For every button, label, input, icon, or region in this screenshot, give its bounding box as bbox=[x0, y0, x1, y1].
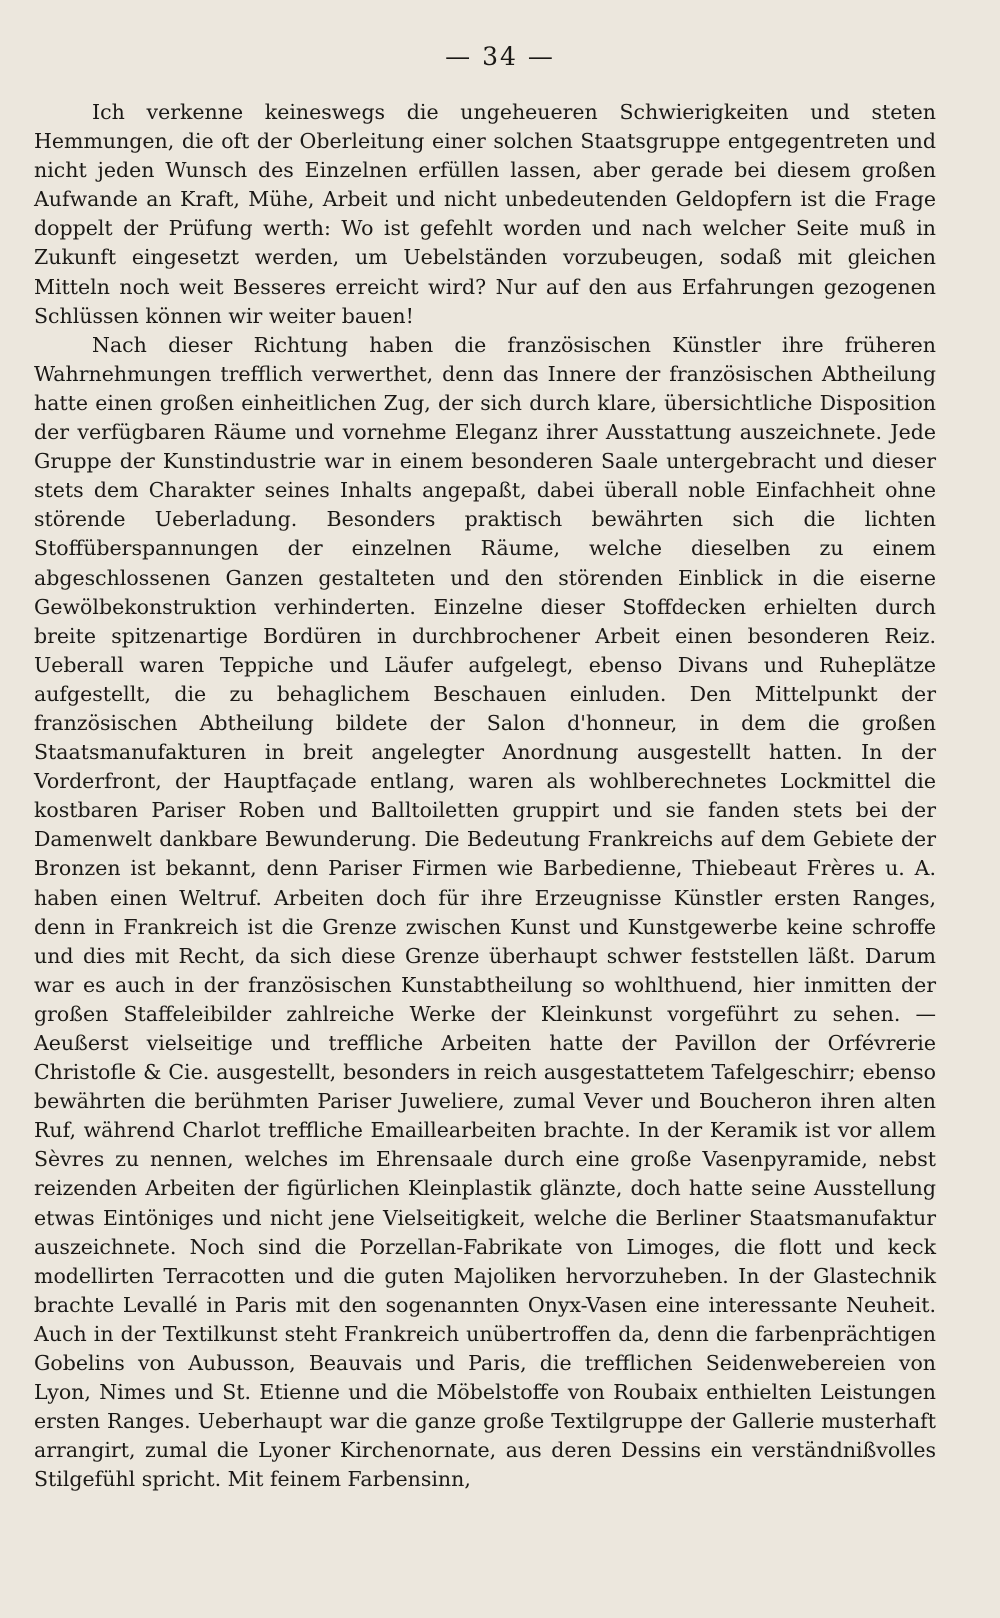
paragraph: Nach dieser Richtung haben die französischen Künstler ihre früheren Wahrnehmungen trefflich verwerthet, denn das Innere der französischen Abtheilung hatte einen großen einheitlichen Zug, der sich durch klare, übersichtliche Disposition der verfügbaren Räume und vornehme Eleganz ihrer Ausstattung auszeichnete. Jede Gruppe der Kunstindustrie war in einem besonderen Saale untergebracht und dieser stets dem Charakter seines Inhalts angepaßt, dabei überall noble Einfachheit ohne störende Ueberladung. Besonders praktisch bewährten sich die lichten Stoffüberspannungen der einzelnen Räume, welche dieselben zu einem abgeschlossenen Ganzen gestalteten und den störenden Einblick in die eiserne Gewölbekonstruktion verhinderten. Einzelne dieser Stoffdecken erhielten durch breite spitzenartige Bordüren in durchbrochener Arbeit einen besonderen Reiz. Ueberall waren Teppiche und Läufer aufgelegt, ebenso Divans und Ruheplätze aufgestellt, die zu behaglichem Beschauen einluden. Den Mittelpunkt der französischen Abtheilung bildete der Salon d'honneur, in dem die großen Staatsmanufakturen in breit angelegter Anordnung ausgestellt hatten. In der Vorderfront, der Hauptfaçade entlang, waren als wohlberechnetes Lockmittel die kostbaren Pariser Roben und Balltoiletten gruppirt und sie fanden stets bei der Damenwelt dankbare Bewunderung. Die Bedeutung Frankreichs auf dem Gebiete der Bronzen ist bekannt, denn Pariser Firmen wie Barbedienne, Thiebeaut Frères u. A. haben einen Weltruf. Arbeiten doch für ihre Erzeugnisse Künstler ersten Ranges, denn in Frankreich ist die Grenze zwischen Kunst und Kunstgewerbe keine schroffe und dies mit Recht, da sich diese Grenze überhaupt schwer feststellen läßt. Darum war es auch in der französischen Kunstabtheilung so wohlthuend, hier inmitten der großen Staffeleibilder zahlreiche Werke der Kleinkunst vorgeführt zu sehen. — Aeußerst vielseitige und treffliche Arbeiten hatte der Pavillon der Orfévrerie Christofle & Cie. ausgestellt, besonders in reich ausgestattetem Tafelgeschirr; ebenso bewährten die berühmten Pariser Juweliere, zumal Vever und Boucheron ihren alten Ruf, während Charlot treffliche Emaillearbeiten brachte. In der Keramik ist vor allem Sèvres zu nennen, welches im Ehrensaale durch eine große Vasenpyramide, nebst reizenden Arbeiten der figürlichen Kleinplastik glänzte, doch hatte seine Ausstellung etwas Eintöniges und nicht jene Vielseitigkeit, welche die Berliner Staatsmanufaktur auszeichnete. Noch sind die Porzellan-Fabrikate von Limoges, die flott und keck modellirten Terracotten und die guten Majoliken hervorzuheben. In der Glastechnik brachte Levallé in Paris mit den sogenannten Onyx-Vasen eine interessante Neuheit. Auch in der Textilkunst steht Frankreich unübertroffen da, denn die farbenprächtigen Gobelins von Aubusson, Beauvais und Paris, die trefflichen Seidenwebereien von Lyon, Nimes und St. Etienne und die Möbelstoffe von Roubaix enthielten Leistungen ersten Ranges. Ueberhaupt war die ganze große Textilgruppe der Gallerie musterhaft arrangirt, zumal die Lyoner Kirchenornate, aus deren Dessins ein verständnißvolles Stilgefühl spricht. Mit feinem Farbensinn, bbox=[34, 332, 936, 1492]
page-number: — 34 — bbox=[445, 42, 555, 71]
body-text bbox=[34, 98, 936, 1495]
paragraph: Ich verkenne keineswegs die ungeheueren Schwierigkeiten und steten Hemmungen, die oft der Oberleitung einer solchen Staatsgruppe entgegentreten und nicht jeden Wunsch des Einzelnen erfüllen lassen, aber gerade bei diesem großen Aufwande an Kraft, Mühe, Arbeit und nicht unbedeutenden Geldopfern ist die Frage doppelt der Prüfung werth: Wo ist gefehlt worden und nach welcher Seite muß in Zukunft eingesetzt werden, um Uebelständen vorzubeugen, sodaß mit gleichen Mitteln noch weit Besseres erreicht wird? Nur auf den aus Erfahrungen gezogenen Schlüssen können wir weiter bauen! bbox=[34, 100, 936, 328]
